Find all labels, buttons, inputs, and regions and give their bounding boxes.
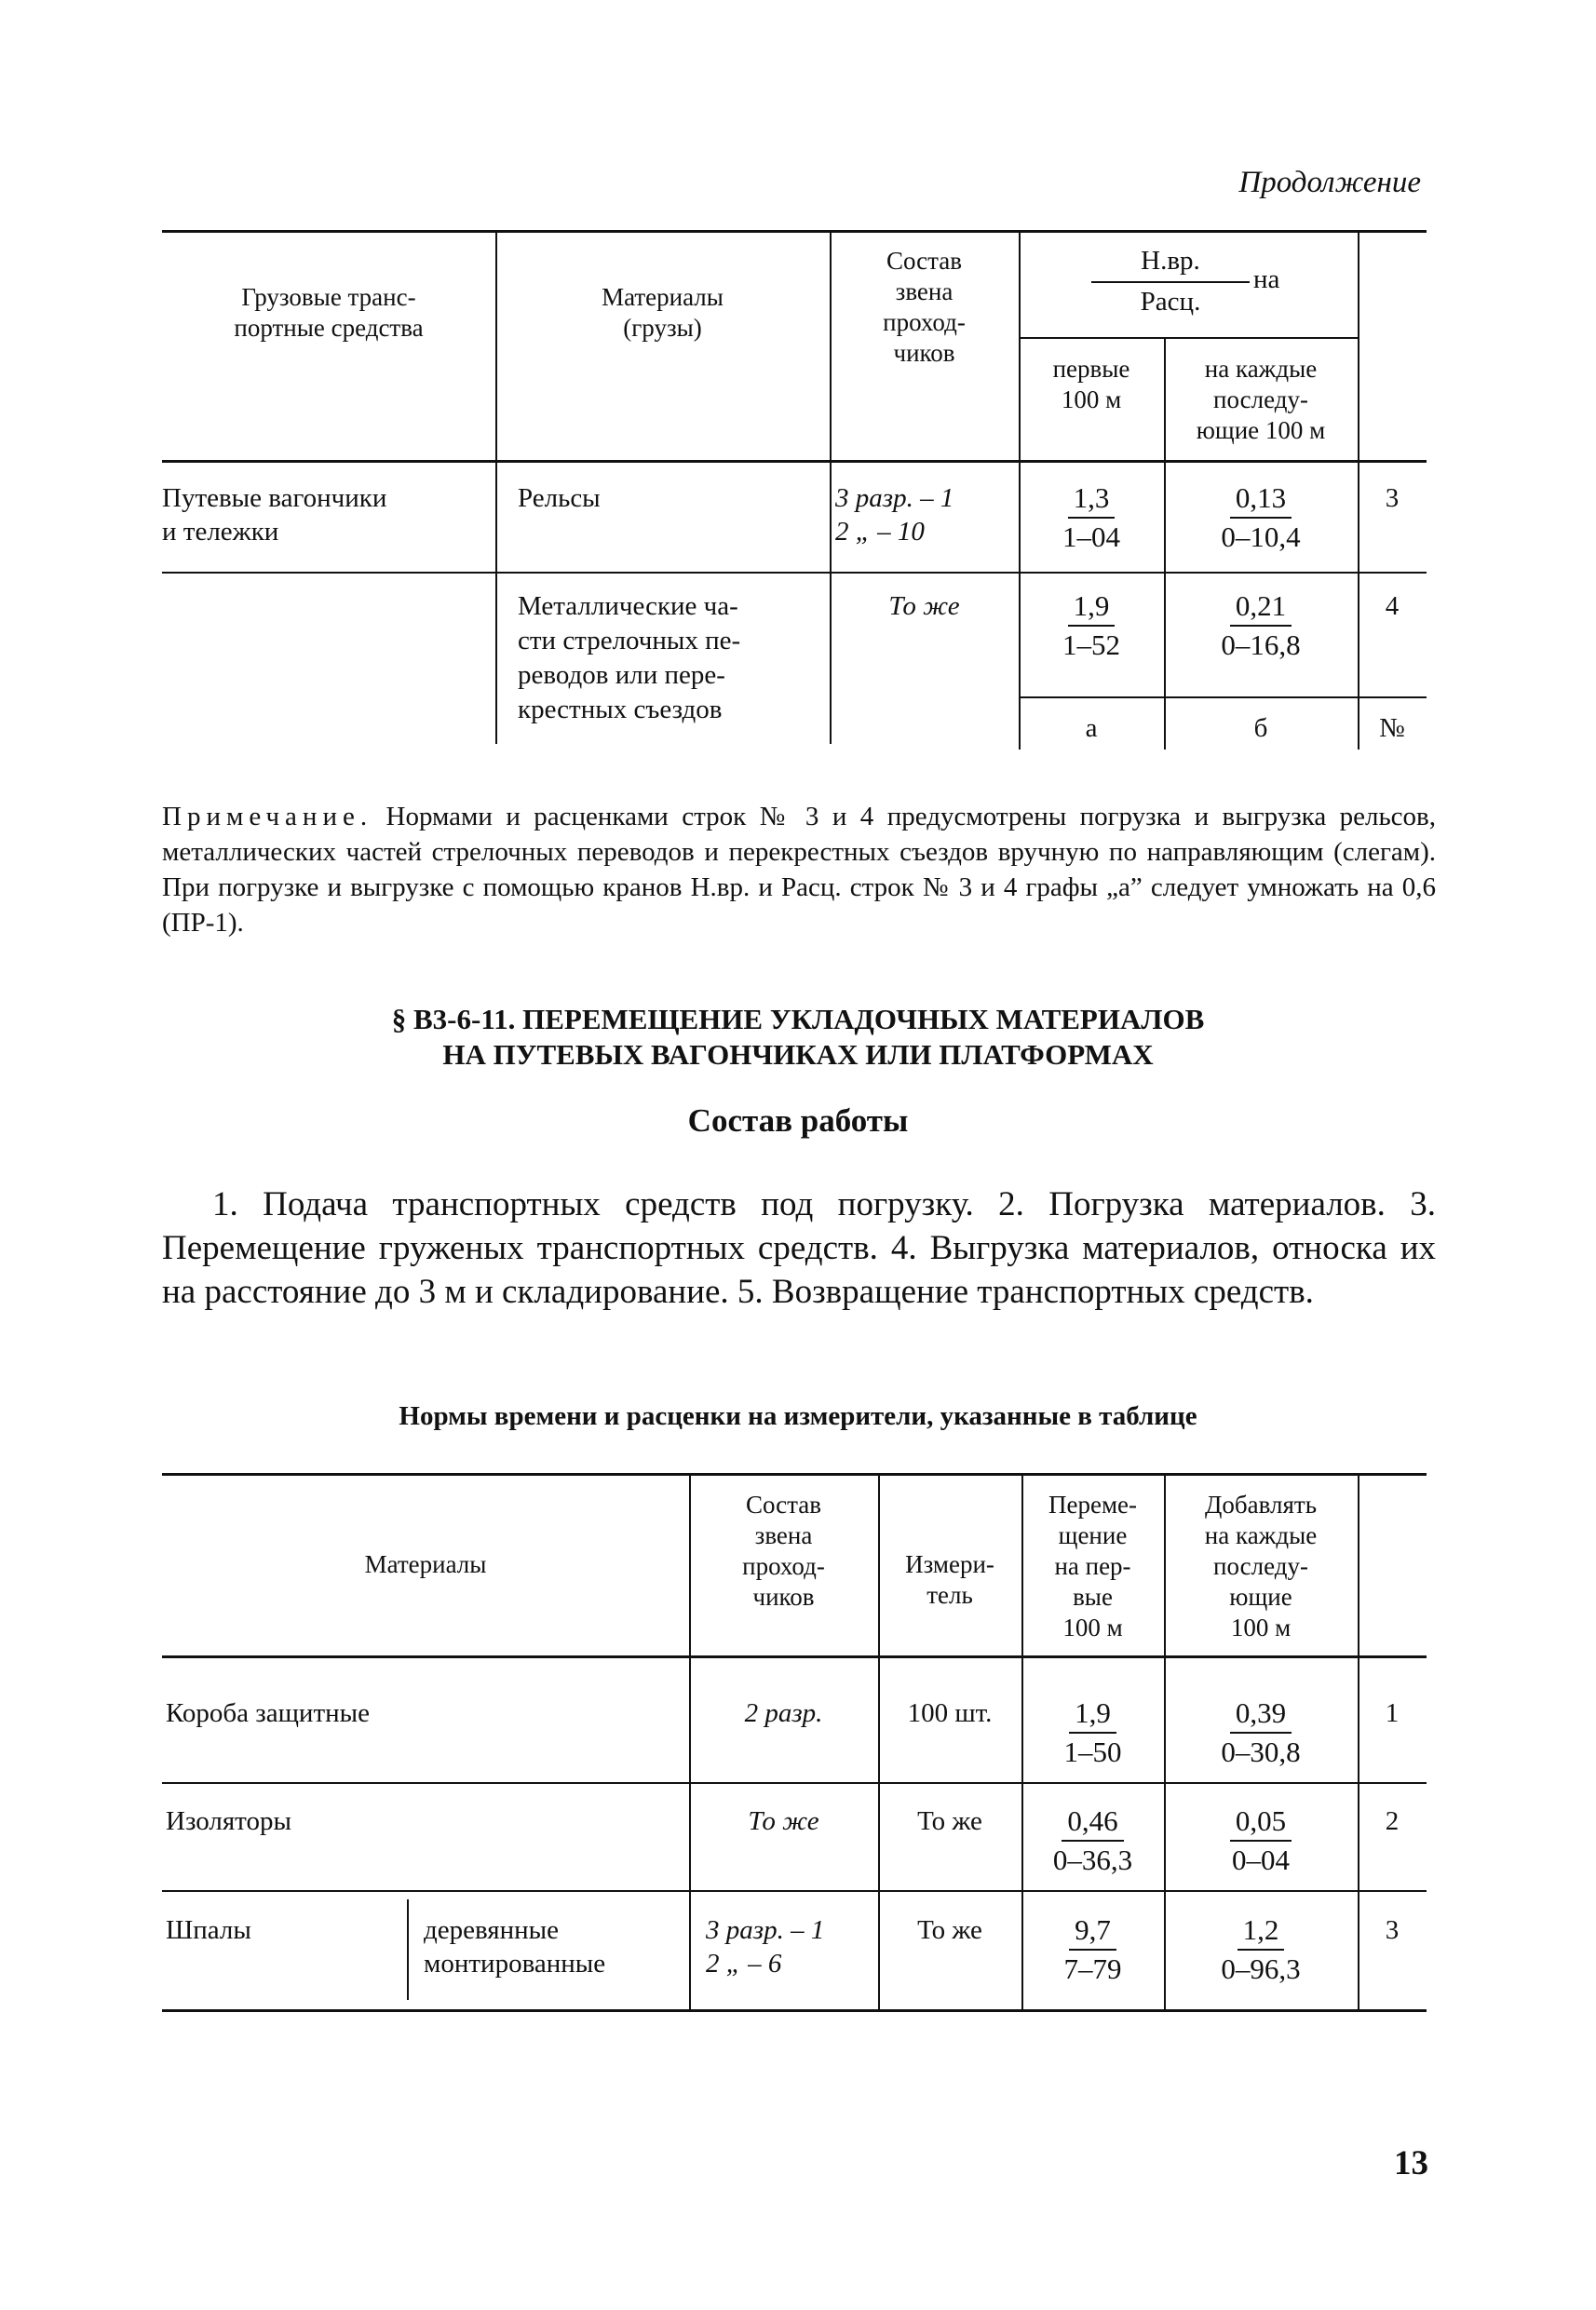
row-1-add-each-100m [1164, 1695, 1358, 1771]
row-1-material: Короба защитные [166, 1698, 371, 1728]
row-2-material: Изоляторы [166, 1806, 291, 1836]
table-2-caption: Нормы времени и расценки на измерители, указанные в таблице [399, 1401, 1197, 1431]
continuation-label: Продолжение [1238, 166, 1421, 199]
section-heading-line-2: НА ПУТЕВЫХ ВАГОНЧИКАХ ИЛИ ПЛАТФОРМАХ [442, 1038, 1154, 1071]
row-3-material-subtype: деревянные монтированные [424, 1915, 606, 1979]
table-1-header-rule [162, 460, 1427, 463]
section-heading [0, 1002, 1596, 1073]
row-3-material: Рельсы [518, 483, 601, 513]
fraction-denominator: 7–79 [1063, 1952, 1122, 1985]
column-label-a: а [1085, 713, 1098, 743]
header-crew: Состав звена проход- чиков [742, 1491, 825, 1611]
column-label-number: № [1379, 713, 1405, 743]
fraction-numerator: 1,3 [1068, 480, 1116, 519]
header-materials: Материалы [364, 1550, 487, 1578]
composition-title: Состав работы [687, 1102, 909, 1139]
row-3-material: Шпалы [166, 1915, 251, 1945]
row-3-move-first-100m [1021, 1911, 1164, 1988]
fraction-numerator: 0,05 [1230, 1803, 1292, 1842]
row-3-each-next-100m [1164, 480, 1358, 556]
table-2-col-divider [407, 1899, 409, 2000]
column-label-b: б [1253, 713, 1268, 743]
row-4-crew: То же [888, 591, 960, 621]
row-4-number: 4 [1385, 591, 1400, 621]
fraction-denominator: 1–50 [1063, 1736, 1122, 1768]
table-1-subheader-rule [1019, 337, 1358, 339]
row-2-move-first-100m [1021, 1803, 1164, 1879]
composition-text: 1. Подача транспортных средств под погрузку. 2. Погрузка материалов. 3. Перемещение груженых транспортных средств. 4. Выгрузка материалов, относка их на расстояние до 3 м и складирование. 5. Возвращение транспортных средств. [162, 1185, 1436, 1311]
note-text: Нормами и расценками строк № 3 и 4 предусмотрены погрузка и выгрузка рельсов, металлических частей стрелочных переводов и перекрестных съездов вручную по направляющим (слегам). При погрузке и выгрузке с помощью кранов Н.вр. и Расц. строк № 3 и 4 графы „а” следует умножать на 0,6 (ПР-1). [162, 802, 1436, 938]
table-1-row-rule [162, 572, 1427, 574]
row-3-number: 3 [1385, 483, 1400, 513]
row-1-move-first-100m [1021, 1695, 1164, 1771]
row-4-material: Металлические ча- сти стрелочных пе- реводов или пере- крестных съездов [518, 591, 741, 724]
header-norm-on: на [1253, 264, 1280, 294]
table-2-header-rule [162, 1655, 1427, 1658]
table-1-top-rule [162, 230, 1427, 233]
note-label: Примечание. [162, 802, 373, 831]
row-4-first-100m [1019, 588, 1164, 664]
fraction-numerator: 0,21 [1230, 588, 1292, 627]
fraction-numerator: 9,7 [1069, 1911, 1116, 1951]
fraction-numerator: 1,9 [1069, 1695, 1116, 1734]
note-paragraph [162, 799, 1436, 940]
row-3-unit: То же [917, 1915, 982, 1945]
header-norm-top: Н.вр. [1141, 246, 1200, 276]
row-1-number: 1 [1385, 1698, 1400, 1728]
header-materials: Материалы (грузы) [602, 283, 724, 342]
fraction-denominator: 0–04 [1232, 1844, 1290, 1876]
row-2-number: 2 [1385, 1806, 1400, 1836]
fraction-denominator: 0–10,4 [1221, 520, 1301, 553]
fraction-numerator: 0,13 [1230, 480, 1292, 519]
table-2-bottom-rule [162, 2009, 1427, 2012]
header-unit: Измери- тель [905, 1550, 994, 1609]
row-2-add-each-100m [1164, 1803, 1358, 1879]
header-norm-bottom: Расц. [1140, 287, 1201, 317]
row-1-unit: 100 шт. [907, 1698, 993, 1728]
row-2-unit: То же [917, 1806, 982, 1836]
row-1-crew: 2 разр. [744, 1698, 823, 1728]
fraction-denominator: 0–36,3 [1052, 1844, 1133, 1876]
section-heading-line-1: § В3-6-11. ПЕРЕМЕЩЕНИЕ УКЛАДОЧНЫХ МАТЕРИАЛОВ [391, 1003, 1205, 1035]
header-add-each-100m: Добавлять на каждые последу- ющие 100 м [1204, 1491, 1318, 1641]
header-each-next-100m: на каждые последу- ющие 100 м [1196, 355, 1326, 444]
fraction-denominator: 0–16,8 [1221, 628, 1301, 661]
row-3-add-each-100m [1164, 1911, 1358, 1988]
row-3-crew: 3 разр. – 1 2 „ – 10 [835, 483, 954, 547]
fraction-denominator: 1–52 [1062, 628, 1120, 661]
page-number: 13 [1394, 2144, 1428, 2182]
row-3-first-100m [1019, 480, 1164, 556]
fraction-numerator: 0,46 [1062, 1803, 1123, 1842]
table-2-row-rule [162, 1782, 1427, 1784]
fraction-denominator: 0–30,8 [1221, 1736, 1301, 1768]
fraction-denominator: 0–96,3 [1221, 1952, 1301, 1985]
fraction-numerator: 0,39 [1230, 1695, 1292, 1734]
row-3-transport: Путевые вагончики и тележки [162, 483, 387, 547]
table-2-top-rule [162, 1473, 1427, 1476]
header-first-100m: первые 100 м [1052, 355, 1130, 413]
row-4-each-next-100m [1164, 588, 1358, 664]
table-1-footer-rule [1019, 696, 1427, 698]
fraction-denominator: 1–04 [1062, 520, 1120, 553]
fraction-numerator: 1,2 [1238, 1911, 1285, 1951]
header-crew: Состав звена проход- чиков [883, 247, 966, 367]
fraction-numerator: 1,9 [1068, 588, 1116, 627]
header-transport: Грузовые транс- портные средства [234, 283, 424, 342]
table-2-row-rule [162, 1890, 1427, 1892]
row-3-number: 3 [1385, 1915, 1400, 1945]
row-2-crew: То же [748, 1806, 819, 1836]
header-norm-bar [1091, 281, 1250, 283]
row-3-crew: 3 разр. – 1 2 „ – 6 [706, 1915, 825, 1979]
header-move-first-100m: Переме- щение на пер- вые 100 м [1048, 1491, 1138, 1641]
